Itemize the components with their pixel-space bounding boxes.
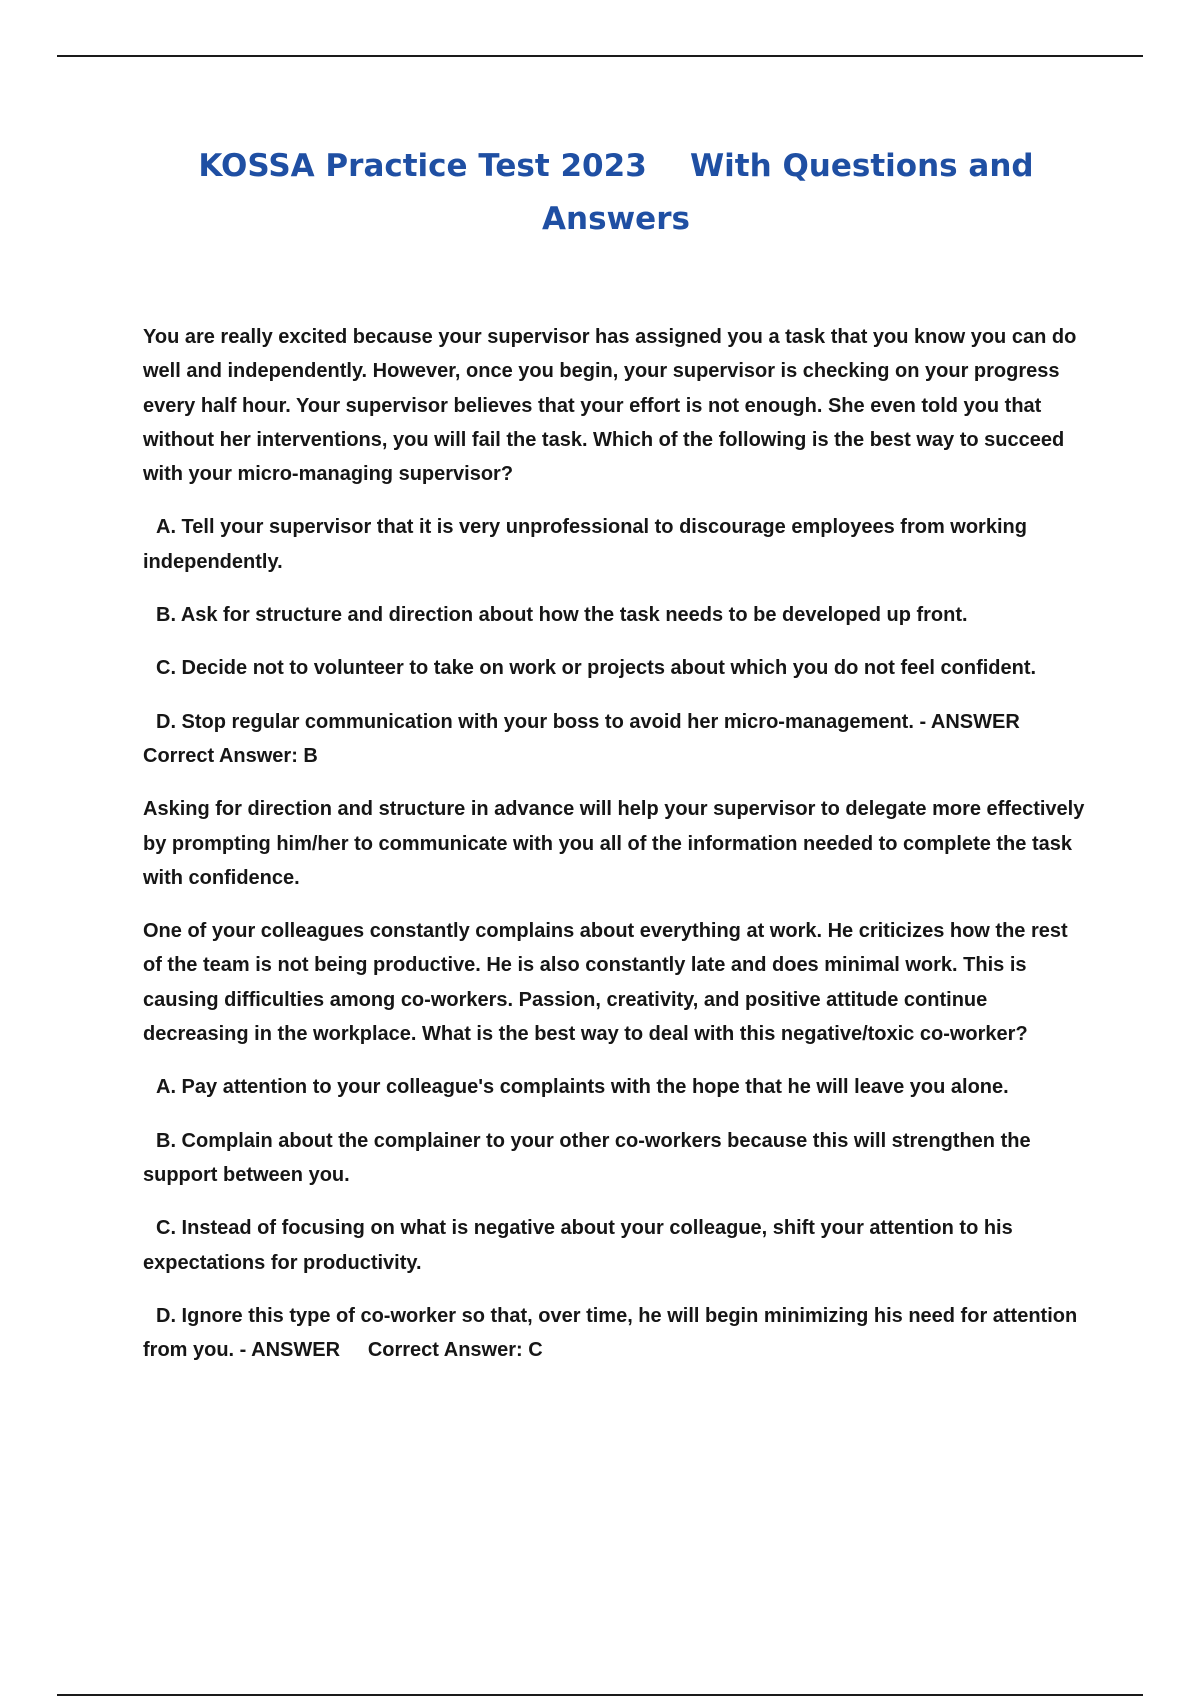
question-1-prompt: You are really excited because your supervisor has assigned you a task that you know you can do well and independently. However, once you begin, your supervisor is checking on your progress every half hour. Your supervisor believes that your effort is not enough. She even told you that without her interventions, you will fail the task. Which of the following is the best way to succeed with your micro-managing supervisor?	[143, 326, 1077, 486]
document-title	[120, 140, 1112, 246]
question-1-option-c: C. Decide not to volunteer to take on work or projects about which you do not feel confident.	[156, 657, 1037, 680]
question-1-option-a: A. Tell your supervisor that it is very unprofessional to discourage employees from working independently.	[143, 516, 1027, 573]
question-1-option-d	[143, 705, 1088, 774]
question-1-option-d-text: D. Stop regular communication with your boss to avoid her micro-management. - ANSWER	[156, 710, 1020, 733]
question-2-prompt: One of your colleagues constantly complains about everything at work. He criticizes how the rest of the team is not being productive. He is also constantly late and does minimal work. This is causing difficulties among co-workers. Passion, creativity, and positive attitude continue decreasing in the workplace. What is the best way to deal with this negative/toxic co-worker?	[143, 920, 1068, 1046]
question-1-correct-answer: Correct Answer: B	[143, 744, 318, 767]
title-part-1: KOSSA Practice Test 2023	[198, 148, 647, 184]
question-1-option-b: B. Ask for structure and direction about how the task needs to be developed up front.	[156, 604, 968, 627]
title-part-2: With Questions and Answers	[542, 148, 1034, 237]
question-2-option-c: C. Instead of focusing on what is negative about your colleague, shift your attention to his expectations for productivity.	[143, 1217, 1013, 1274]
question-2-option-b: B. Complain about the complainer to your other co-workers because this will strengthen the support between you.	[143, 1129, 1031, 1186]
question-2-correct-answer: Correct Answer: C	[367, 1339, 543, 1362]
question-2-option-a: A. Pay attention to your colleague's complaints with the hope that he will leave you alone.	[156, 1076, 1009, 1099]
question-2-option-d	[143, 1299, 1088, 1368]
document-body	[143, 320, 1088, 1386]
question-2-option-d-text: D. Ignore this type of co-worker so that, over time, he will begin minimizing his need for attention from you. - ANSWER	[143, 1304, 1078, 1362]
bottom-rule	[57, 1694, 1143, 1696]
question-1-explanation: Asking for direction and structure in advance will help your supervisor to delegate more effectively by prompting him/her to communicate with you all of the information needed to complete the task with confidence.	[143, 798, 1085, 889]
top-rule	[57, 55, 1143, 57]
